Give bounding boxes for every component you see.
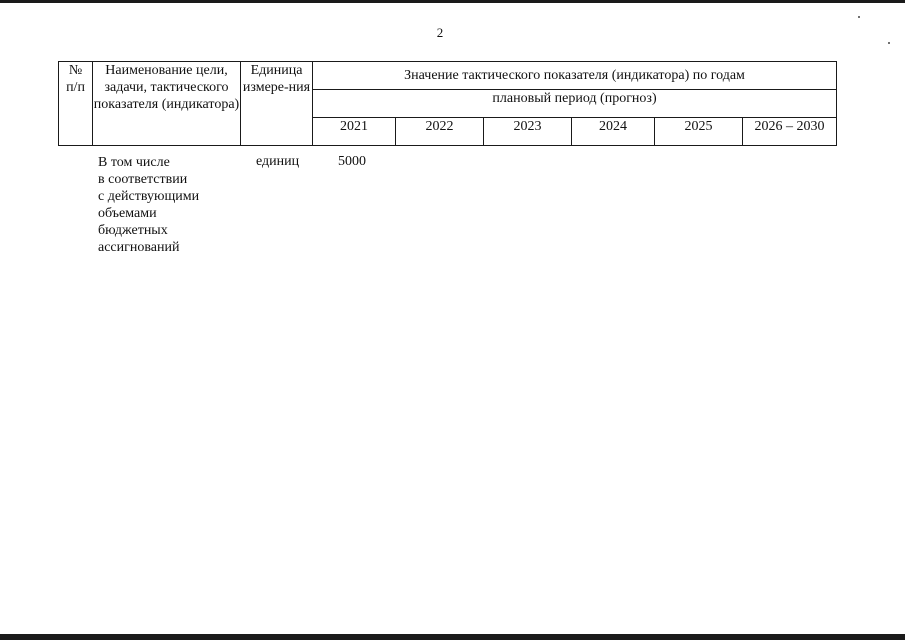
page-number: 2 bbox=[436, 25, 444, 40]
row-unit: единиц bbox=[256, 154, 300, 169]
header-year-2022: 2022 bbox=[396, 118, 484, 146]
header-year-2021: 2021 bbox=[313, 118, 396, 146]
scan-top-edge bbox=[0, 0, 905, 3]
scan-speck bbox=[858, 16, 860, 18]
header-indicator-name: Наименование цели, задачи, тактического показателя (индикатора) bbox=[93, 62, 241, 146]
header-value-group: Значение тактического показателя (индикатора) по годам bbox=[313, 62, 837, 90]
header-year-2026-2030: 2026 – 2030 bbox=[743, 118, 837, 146]
header-year-2024: 2024 bbox=[572, 118, 655, 146]
indicator-table bbox=[58, 61, 837, 146]
row-value-2021: 5000 bbox=[338, 154, 366, 169]
header-number: № п/п bbox=[59, 62, 93, 146]
row-indicator-name: В том числе в соответствии с действующими объемами бюджетных ассигнований bbox=[98, 155, 200, 255]
header-planned-period: плановый период (прогноз) bbox=[313, 90, 837, 118]
header-unit: Единица измере-ния bbox=[241, 62, 313, 146]
header-year-2023: 2023 bbox=[484, 118, 572, 146]
scan-bottom-edge bbox=[0, 634, 905, 640]
header-year-2025: 2025 bbox=[655, 118, 743, 146]
scan-speck bbox=[888, 42, 890, 44]
